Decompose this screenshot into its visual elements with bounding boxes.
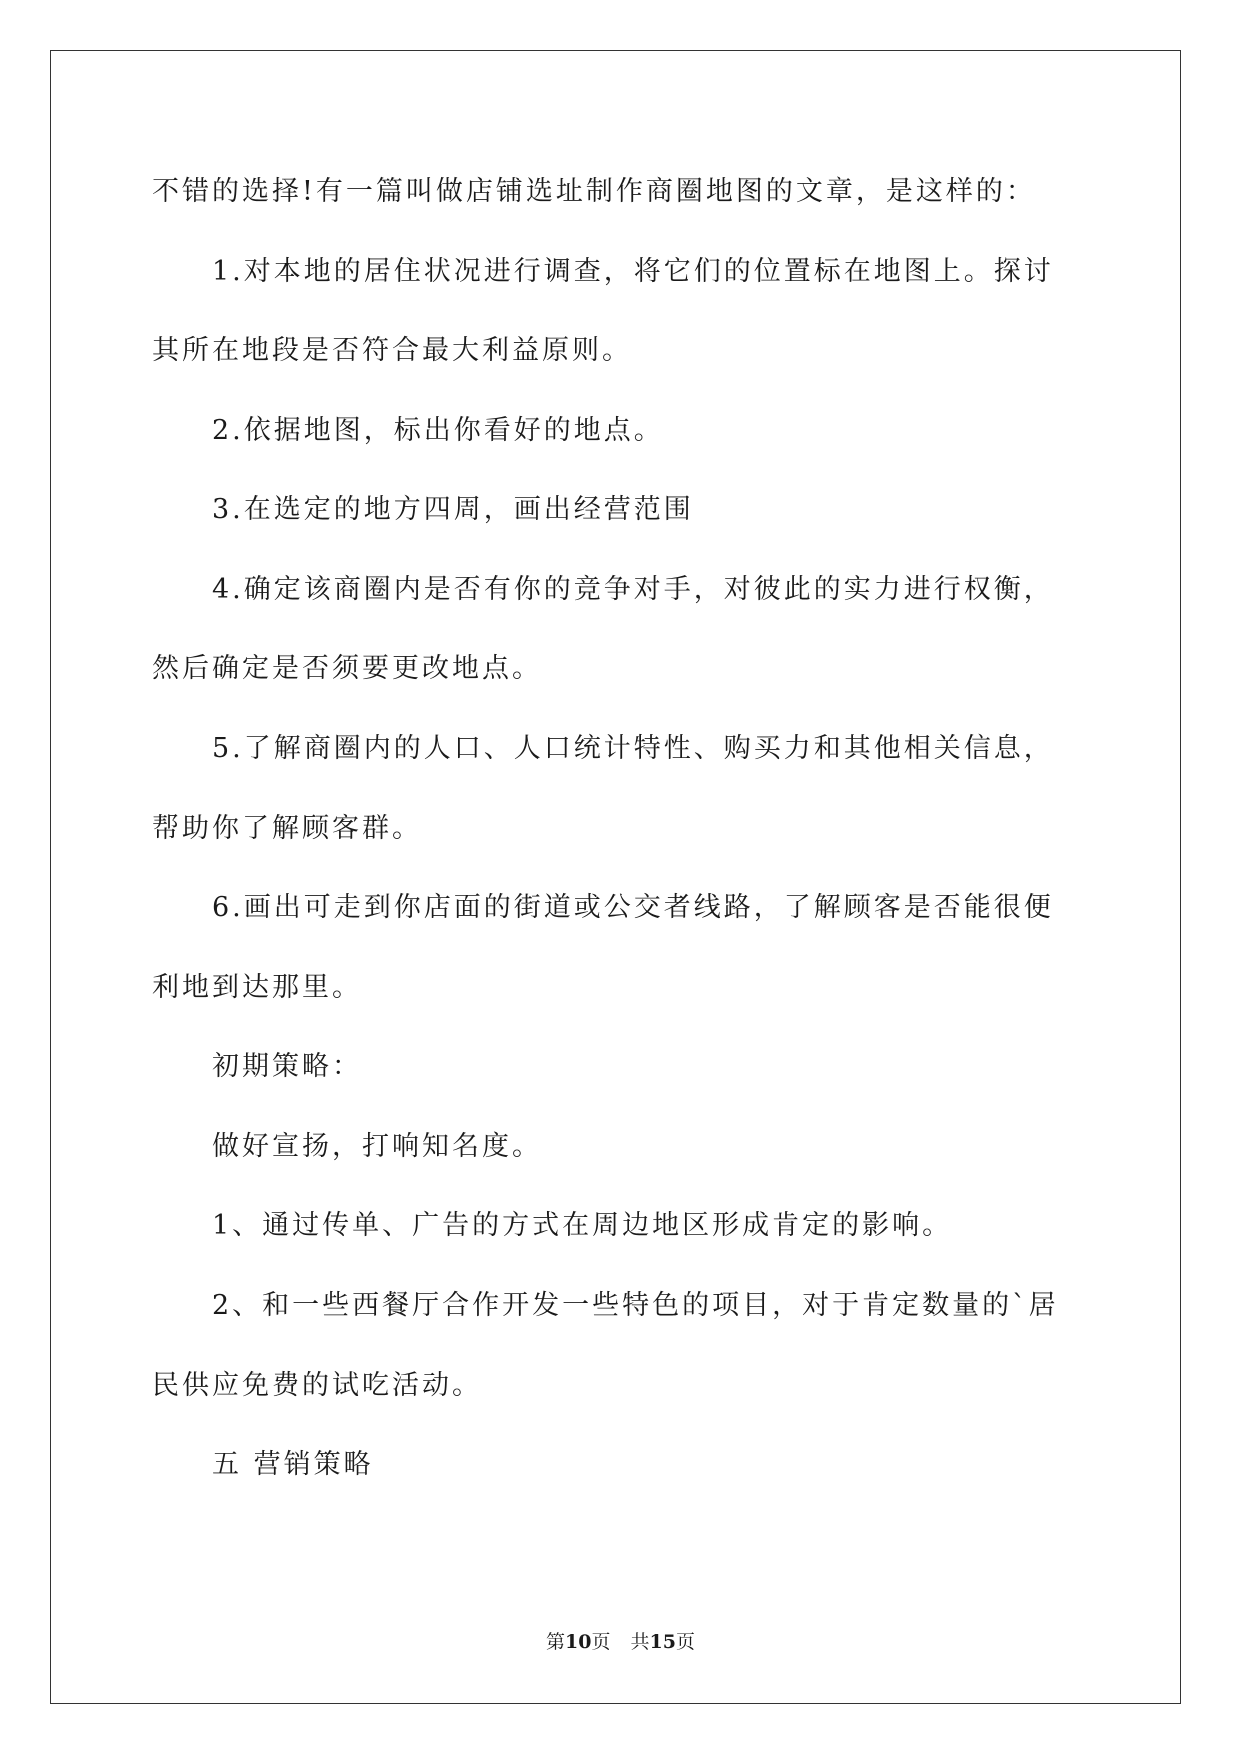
body-line: 然后确定是否须要更改地点。 — [152, 653, 542, 684]
body-line: 2、和一些西餐厅合作开发一些特色的项目，对于肯定数量的`居 — [212, 1290, 1059, 1321]
footer-page-prefix: 第 — [546, 1631, 566, 1653]
section-heading: 初期策略： — [212, 1051, 362, 1082]
body-line: 利地到达那里。 — [152, 972, 362, 1003]
body-line: 其所在地段是否符合最大利益原则。 — [152, 335, 632, 366]
body-line: 做好宣扬，打响知名度。 — [212, 1131, 542, 1162]
body-line: 1、通过传单、广告的方式在周边地区形成肯定的影响。 — [212, 1210, 953, 1241]
body-line: 4.确定该商圈内是否有你的竞争对手，对彼此的实力进行权衡， — [212, 574, 1054, 605]
section-heading: 五 营销策略 — [212, 1449, 374, 1480]
page-footer — [0, 1630, 1241, 1654]
body-line: 不错的选择!有一篇叫做店铺选址制作商圈地图的文章，是这样的： — [152, 176, 1036, 207]
body-line: 1.对本地的居住状况进行调查，将它们的位置标在地图上。探讨 — [212, 256, 1054, 287]
body-line: 2.依据地图，标出你看好的地点。 — [212, 415, 664, 446]
body-line: 5.了解商圈内的人口、人口统计特性、购买力和其他相关信息， — [212, 733, 1054, 764]
body-line: 帮助你了解顾客群。 — [152, 813, 422, 844]
footer-total-suffix: 页 — [675, 1631, 695, 1653]
footer-total-prefix: 共 — [630, 1631, 650, 1653]
body-line: 3.在选定的地方四周，画出经营范围 — [212, 494, 694, 525]
footer-page-number: 10 — [565, 1631, 592, 1653]
body-line: 民供应免费的试吃活动。 — [152, 1370, 482, 1401]
footer-page-suffix: 页 — [591, 1631, 611, 1653]
footer-total-pages: 15 — [649, 1631, 676, 1653]
body-line: 6.画出可走到你店面的街道或公交者线路，了解顾客是否能很便 — [212, 892, 1054, 923]
